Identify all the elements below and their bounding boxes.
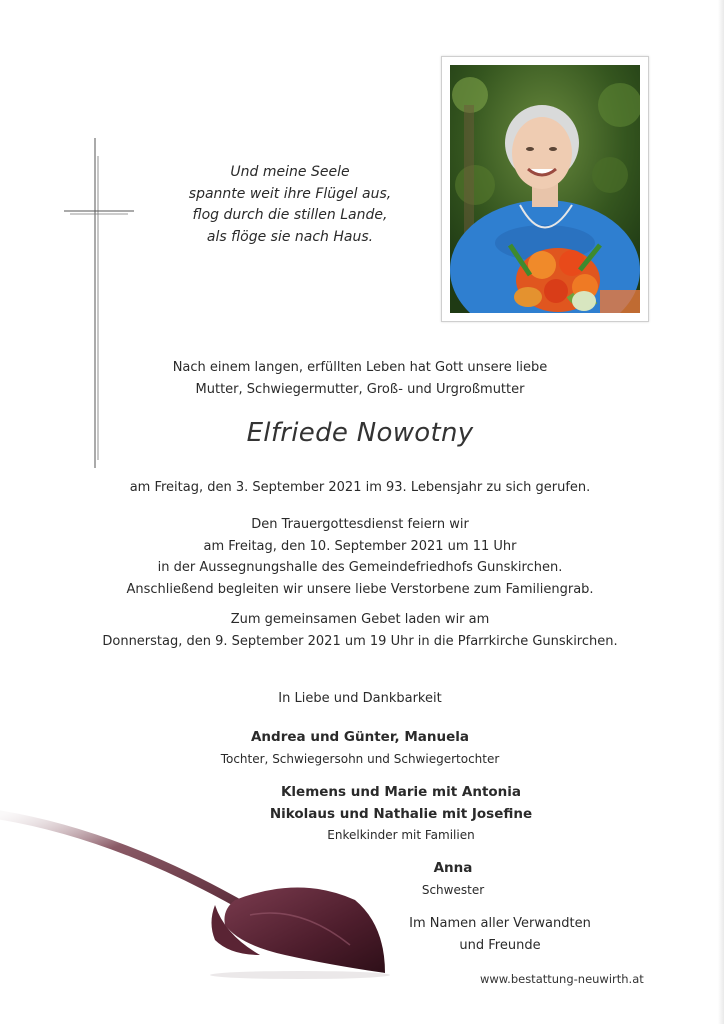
mourners-heading: In Liebe und Dankbarkeit: [278, 691, 442, 706]
mourner-relation: Tochter, Schwiegersohn und Schwiegertochter: [220, 751, 500, 766]
closing-line: und Freunde: [459, 937, 541, 953]
portrait-photo: [450, 65, 640, 313]
closing-line: Im Namen aller Verwandten: [409, 916, 591, 931]
portrait-illustration: [450, 65, 640, 313]
mourner-names: Nikolaus und Nathalie mit Josefine: [269, 805, 533, 822]
service-text: [90, 514, 630, 600]
service-line: Den Trauergottesdienst feiern wir: [251, 517, 469, 532]
mourner-names: Andrea und Günter, Manuela: [250, 729, 469, 745]
poem-line: Und meine Seele: [230, 164, 350, 180]
poem-line: flog durch die stillen Lande,: [192, 207, 388, 223]
mourner-relation: Enkelkinder mit Familien: [327, 828, 475, 842]
mourner-names: Klemens und Marie mit Antonia: [280, 784, 522, 800]
intro-text: [90, 357, 630, 400]
photo-frame: [441, 56, 649, 322]
website-url: www.bestattung-neuwirth.at: [480, 972, 644, 986]
service-line: Anschließend begleiten wir unsere liebe Verstorbene zum Familiengrab.: [126, 581, 594, 597]
death-date-text: [90, 477, 630, 499]
poem-line: als flöge sie nach Haus.: [206, 228, 374, 245]
intro-line: Mutter, Schwiegermutter, Groß- und Urgroßmutter: [195, 381, 525, 397]
service-line: in der Aussegnungshalle des Gemeindefriedhofs Gunskirchen.: [157, 560, 563, 575]
poem: [160, 162, 420, 248]
mourner-group-children: [90, 727, 630, 770]
deceased-name: Elfriede Nowotny: [246, 418, 474, 448]
prayer-line: Donnerstag, den 9. September 2021 um 19 Uhr in die Pfarrkirche Gunskirchen.: [102, 633, 618, 649]
poem-line: spannte weit ihre Flügel aus,: [188, 185, 392, 202]
death-line: am Freitag, den 3. September 2021 im 93. Lebensjahr zu sich gerufen.: [129, 480, 591, 495]
mourners-heading-block: [90, 688, 630, 710]
mourner-names: Anna: [433, 860, 473, 876]
mourner-relation: Schwester: [421, 882, 485, 897]
prayer-line: Zum gemeinsamen Gebet laden wir am: [230, 612, 490, 627]
service-line: am Freitag, den 10. September 2021 um 11 Uhr: [203, 538, 517, 554]
intro-line: Nach einem langen, erfüllten Leben hat Gott unsere liebe: [172, 360, 548, 375]
calla-lily-illustration: [0, 805, 400, 980]
prayer-text: [90, 609, 630, 652]
